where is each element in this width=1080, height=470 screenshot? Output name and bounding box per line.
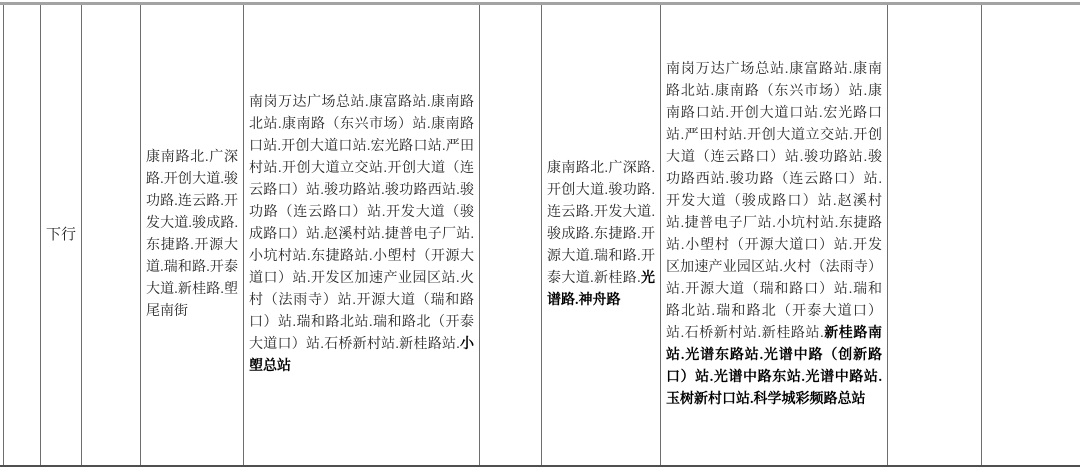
empty-cell-5 bbox=[981, 5, 1080, 465]
empty-cell-2 bbox=[81, 5, 140, 465]
stations-list-text-2: 南岗万达广场总站.康富路站.康南路北站.康南路（东兴市场）站.康南路口站.开创大道口站.宏光路口站.严田村站.开创大道立交站.开创大道（连云路口）站.骏功路站.骏功路西站.骏功路（连云路口）站.开发大道（骏成路口）站.赵溪村站.捷普电子厂站.小坑村站.东捷路站.小塱村（开源大道口）站.开发区加速产业园区站.火村（法雨寺）站.开源大道（瑞和路口）站.瑞和路北站.瑞和路北（开泰大道口）站.石桥新村站.新桂路站.新桂路南站.光谱东路站.光谱中路（创新路口）站.光谱中路东站.光谱中路站.玉树新村口站.科学城彩频路总站 bbox=[666, 62, 882, 407]
route-roads-cell-2 bbox=[541, 5, 660, 465]
stations-list-cell-1 bbox=[243, 5, 479, 465]
route-roads-text-1: 康南路北.广深路.开创大道.骏功路.连云路.开发大道.骏成路.东捷路.开源大道.瑞和路.开泰大道.新桂路.塱尾南街 bbox=[146, 150, 238, 319]
table-bottom-border bbox=[0, 465, 1080, 467]
route-roads-cell-1 bbox=[140, 5, 243, 465]
direction-cell bbox=[40, 5, 81, 465]
direction-label: 下行 bbox=[45, 227, 76, 243]
route-roads-text-2: 康南路北.广深路.开创大道.骏功路.连云路.开发大道.骏成路.东捷路.开源大道.瑞和路.开泰大道.新桂路.光谱路.神舟路 bbox=[547, 161, 655, 308]
empty-cell-3 bbox=[479, 5, 541, 465]
stations-list-cell-2 bbox=[660, 5, 887, 465]
stations-list-text-1: 南岗万达广场总站.康富路站.康南路北站.康南路（东兴市场）站.康南路口站.开创大道口站.宏光路口站.严田村站.开创大道立交站.开创大道（连云路口）站.骏功路站.骏功路西站.骏功路（连云路口）站.开发大道（骏成路口）站.赵溪村站.捷普电子厂站.小坑村站.东捷路站.小塱村（开源大道口）站.开发区加速产业园区站.火村（法雨寺）站.开源大道（瑞和路口）站.瑞和路北站.瑞和路北（开泰大道口）站.石桥新村站.新桂路站.小塱总站 bbox=[249, 95, 474, 374]
empty-cell-4 bbox=[887, 5, 981, 465]
empty-cell-1 bbox=[3, 5, 40, 465]
